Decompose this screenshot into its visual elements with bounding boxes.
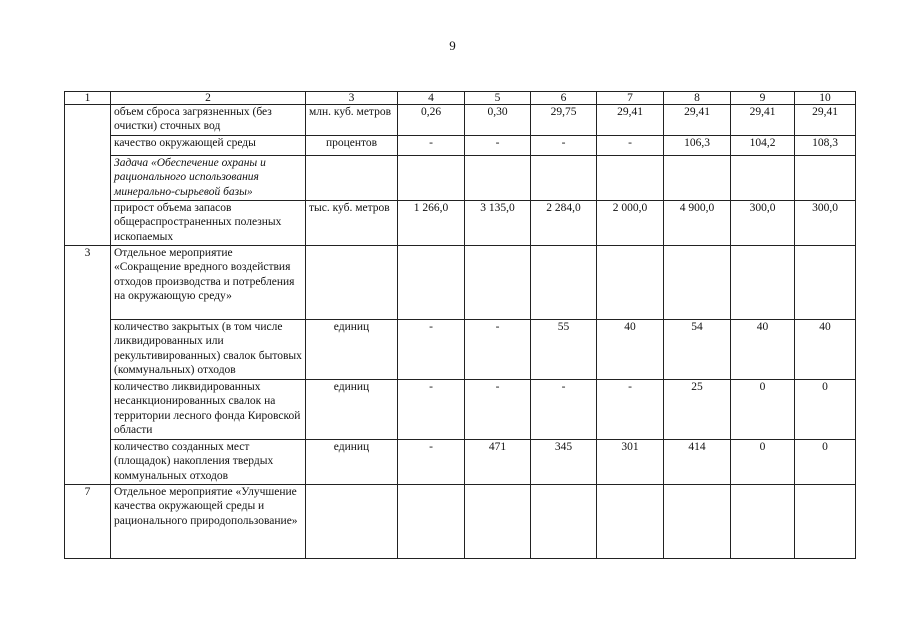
value-cell: 29,41 [664, 105, 731, 136]
value-cell: 106,3 [664, 136, 731, 156]
value-cell: - [465, 136, 531, 156]
value-cell [731, 156, 795, 201]
value-cell [398, 156, 465, 201]
value-cell: 29,41 [731, 105, 795, 136]
row-index [65, 105, 111, 246]
unit: единиц [306, 320, 398, 380]
value-cell [731, 246, 795, 320]
value-cell: 300,0 [795, 201, 856, 246]
value-cell [795, 485, 856, 559]
value-cell: 2 000,0 [597, 201, 664, 246]
value-cell: 40 [597, 320, 664, 380]
value-cell [664, 156, 731, 201]
indicator-name: прирост объема запасов общераспространенных полезных ископаемых [111, 201, 306, 246]
value-cell: - [597, 380, 664, 440]
unit: млн. куб. метров [306, 105, 398, 136]
value-cell [465, 485, 531, 559]
value-cell: - [597, 136, 664, 156]
table-row [65, 201, 856, 246]
value-cell: 108,3 [795, 136, 856, 156]
table-row [65, 380, 856, 440]
unit: процентов [306, 136, 398, 156]
column-number: 3 [306, 92, 398, 105]
task-heading: Задача «Обеспечение охраны и рационального использования минерально-сырьевой базы» [111, 156, 306, 201]
value-cell: 0 [795, 380, 856, 440]
measure-heading: Отдельное мероприятие «Улучшение качества окружающей среды и рационального природопользование» [111, 485, 306, 559]
value-cell [531, 485, 597, 559]
value-cell [531, 246, 597, 320]
indicator-name: качество окружающей среды [111, 136, 306, 156]
value-cell: - [531, 380, 597, 440]
value-cell: 0,30 [465, 105, 531, 136]
table-row [65, 485, 856, 559]
table-row [65, 136, 856, 156]
column-number: 7 [597, 92, 664, 105]
page-number: 9 [449, 38, 456, 53]
column-number: 10 [795, 92, 856, 105]
unit: тыс. куб. метров [306, 201, 398, 246]
column-number: 9 [731, 92, 795, 105]
value-cell [398, 485, 465, 559]
value-cell: 29,41 [597, 105, 664, 136]
column-number: 8 [664, 92, 731, 105]
value-cell [795, 246, 856, 320]
value-cell [664, 485, 731, 559]
indicators-table [64, 91, 856, 559]
value-cell: - [398, 136, 465, 156]
value-cell: 0 [731, 380, 795, 440]
column-number-row [65, 92, 856, 105]
value-cell: - [398, 440, 465, 485]
value-cell: 40 [731, 320, 795, 380]
value-cell [398, 246, 465, 320]
value-cell: 25 [664, 380, 731, 440]
value-cell: - [398, 380, 465, 440]
unit [306, 246, 398, 320]
indicator-name: объем сброса загрязненных (без очистки) сточных вод [111, 105, 306, 136]
value-cell [731, 485, 795, 559]
value-cell: 40 [795, 320, 856, 380]
value-cell: 345 [531, 440, 597, 485]
value-cell: - [465, 320, 531, 380]
table-row [65, 440, 856, 485]
indicator-name: количество закрытых (в том числе ликвидированных или рекультивированных) свалок бытовых (коммунальных) отходов [111, 320, 306, 380]
value-cell: 0,26 [398, 105, 465, 136]
value-cell: 29,41 [795, 105, 856, 136]
value-cell: 29,75 [531, 105, 597, 136]
value-cell [597, 156, 664, 201]
value-cell: - [531, 136, 597, 156]
value-cell: 3 135,0 [465, 201, 531, 246]
value-cell: 1 266,0 [398, 201, 465, 246]
value-cell: 0 [795, 440, 856, 485]
column-number: 1 [65, 92, 111, 105]
value-cell [597, 485, 664, 559]
value-cell: 300,0 [731, 201, 795, 246]
value-cell: 104,2 [731, 136, 795, 156]
column-number: 6 [531, 92, 597, 105]
table-row [65, 105, 856, 136]
value-cell: 55 [531, 320, 597, 380]
row-index: 7 [65, 485, 111, 559]
unit: единиц [306, 440, 398, 485]
value-cell: 54 [664, 320, 731, 380]
unit [306, 485, 398, 559]
value-cell [465, 156, 531, 201]
value-cell [795, 156, 856, 201]
table-row [65, 156, 856, 201]
value-cell: - [398, 320, 465, 380]
value-cell [664, 246, 731, 320]
column-number: 2 [111, 92, 306, 105]
value-cell [531, 156, 597, 201]
row-index: 3 [65, 246, 111, 485]
indicator-name: количество ликвидированных несанкционированных свалок на территории лесного фонда Кировской области [111, 380, 306, 440]
value-cell: 471 [465, 440, 531, 485]
unit [306, 156, 398, 201]
value-cell [597, 246, 664, 320]
table-row [65, 320, 856, 380]
table-row [65, 246, 856, 320]
value-cell [465, 246, 531, 320]
measure-heading: Отдельное мероприятие «Сокращение вредного воздействия отходов производства и потребления на окружающую среду» [111, 246, 306, 320]
indicator-name: количество созданных мест (площадок) накопления твердых коммунальных отходов [111, 440, 306, 485]
value-cell: 2 284,0 [531, 201, 597, 246]
value-cell: 301 [597, 440, 664, 485]
unit: единиц [306, 380, 398, 440]
value-cell: 0 [731, 440, 795, 485]
value-cell: - [465, 380, 531, 440]
value-cell: 4 900,0 [664, 201, 731, 246]
column-number: 5 [465, 92, 531, 105]
column-number: 4 [398, 92, 465, 105]
value-cell: 414 [664, 440, 731, 485]
